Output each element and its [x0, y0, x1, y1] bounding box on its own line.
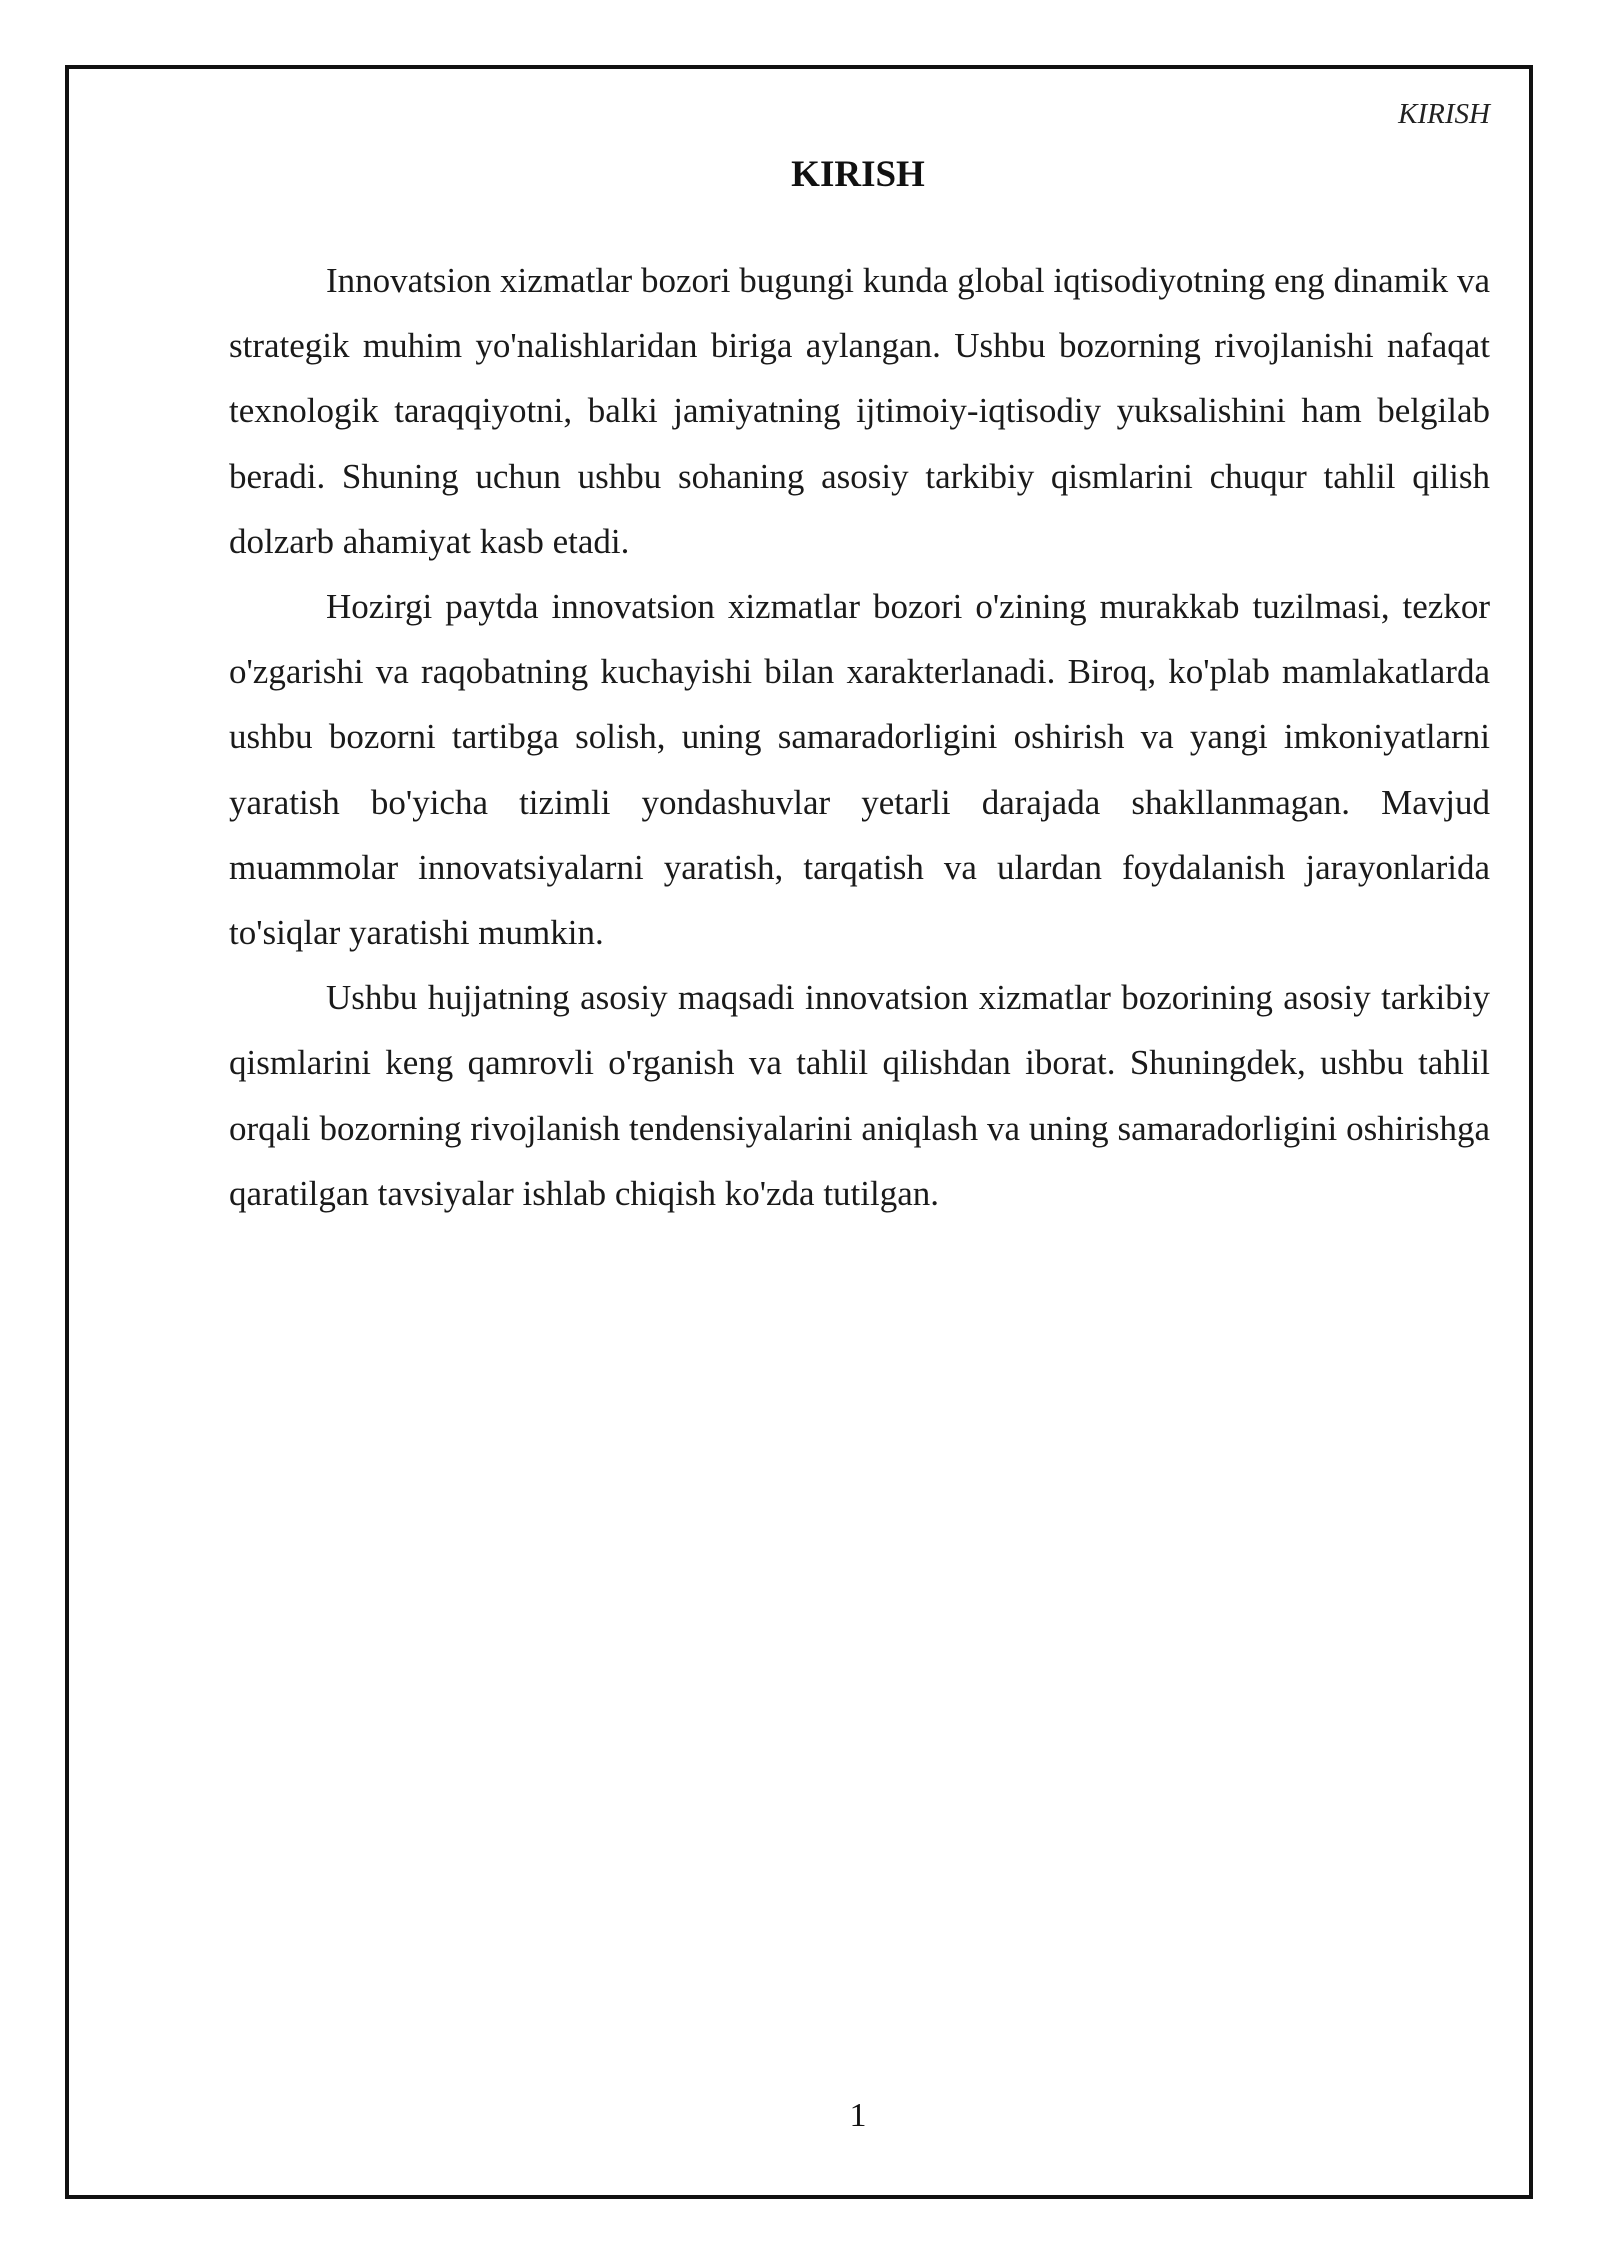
paragraph-1: Innovatsion xizmatlar bozori bugungi kunda global iqtisodiyotning eng dinamik va strategik muhim yo'nalishlaridan biriga aylangan. Ushbu bozorning rivojlanishi nafaqat texnologik taraqqiyotni, balki jamiyatning ijtimoiy-iqtisodiy yuksalishini ham belgilab beradi. Shuning uchun ushbu sohaning asosiy tarkibiy qismlarini chuqur tahlil qilish dolzarb ahamiyat kasb etadi. [229, 261, 1490, 561]
running-header: KIRISH [1398, 98, 1490, 130]
page-number: 1 [849, 2097, 867, 2134]
body-text [229, 248, 1490, 1226]
paragraph-3: Ushbu hujjatning asosiy maqsadi innovatsion xizmatlar bozorining asosiy tarkibiy qismlarini keng qamrovli o'rganish va tahlil qilishdan iborat. Shuningdek, ushbu tahlil orqali bozorning rivojlanish tendensiyalarini aniqlash va uning samaradorligini oshirishga qaratilgan tavsiyalar ishlab chiqish ko'zda tutilgan. [229, 978, 1490, 1213]
section-title: KIRISH [791, 154, 925, 195]
paragraph-2: Hozirgi paytda innovatsion xizmatlar bozori o'zining murakkab tuzilmasi, tezkor o'zgarishi va raqobatning kuchayishi bilan xarakterlanadi. Biroq, ko'plab mamlakatlarda ushbu bozorni tartibga solish, uning samaradorligini oshirish va yangi imkoniyatlarni yaratish bo'yicha tizimli yondashuvlar yetarli darajada shakllanmagan. Mavjud muammolar innovatsiyalarni yaratish, tarqatish va ulardan foydalanish jarayonlarida to'siqlar yaratishi mumkin. [229, 587, 1490, 953]
